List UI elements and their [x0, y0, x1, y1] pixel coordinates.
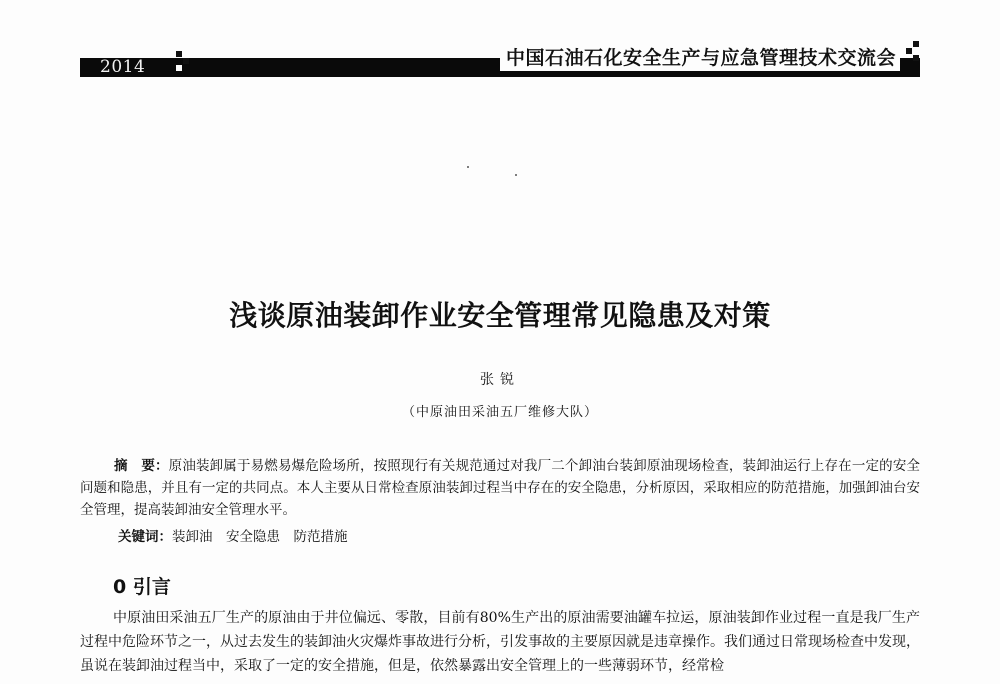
section-heading-introduction: 0 引言	[113, 576, 171, 598]
author-name: 张锐	[480, 372, 520, 388]
header-ornament-left	[176, 65, 182, 71]
header-ornament-left	[183, 58, 189, 64]
running-header	[80, 47, 920, 77]
keywords-text: 装卸油 安全隐患 防范措施	[172, 529, 348, 545]
conference-title: 中国石油石化安全生产与应急管理技术交流会	[500, 45, 900, 71]
abstract-text: 原油装卸属于易燃易爆危险场所，按照现行有关规范通过对我厂二个卸油台装卸原油现场检查，装卸油运行上存在一定的安全问题和隐患，并且有一定的共同点。本人主要从日常检查原油装卸过程当中存在的安全隐患，分析原因，采取相应的防范措施，加强卸油台安全管理，提高装卸油安全管理水平。	[80, 458, 920, 518]
keywords	[118, 527, 348, 547]
header-ornament-right	[913, 55, 919, 61]
body-paragraph: 中原油田采油五厂生产的原油由于井位偏远、零散，目前有80%生产出的原油需要油罐车拉运，原油装卸作业过程一直是我厂生产过程中危险环节之一，从过去发生的装卸油火灾爆炸事故进行分析，引发事故的主要原因就是违章操作。我们通过日常现场检查中发现，虽说在装卸油过程当中，采取了一定的安全措施，但是，依然暴露出安全管理上的一些薄弱环节，经常检	[80, 610, 920, 674]
header-ornament-right	[906, 48, 912, 54]
scan-speck	[515, 174, 517, 176]
header-ornament-right	[913, 41, 919, 47]
paper-title: 浅谈原油装卸作业安全管理常见隐患及对策	[229, 299, 771, 332]
keywords-label: 关键词：	[118, 529, 172, 545]
header-year: 2014	[100, 57, 146, 77]
header-ornament-left	[176, 51, 182, 57]
author-affiliation: （中原油田采油五厂维修大队）	[401, 405, 598, 420]
abstract	[80, 455, 920, 521]
abstract-label: 摘 要：	[114, 458, 169, 474]
scan-speck	[467, 166, 469, 168]
